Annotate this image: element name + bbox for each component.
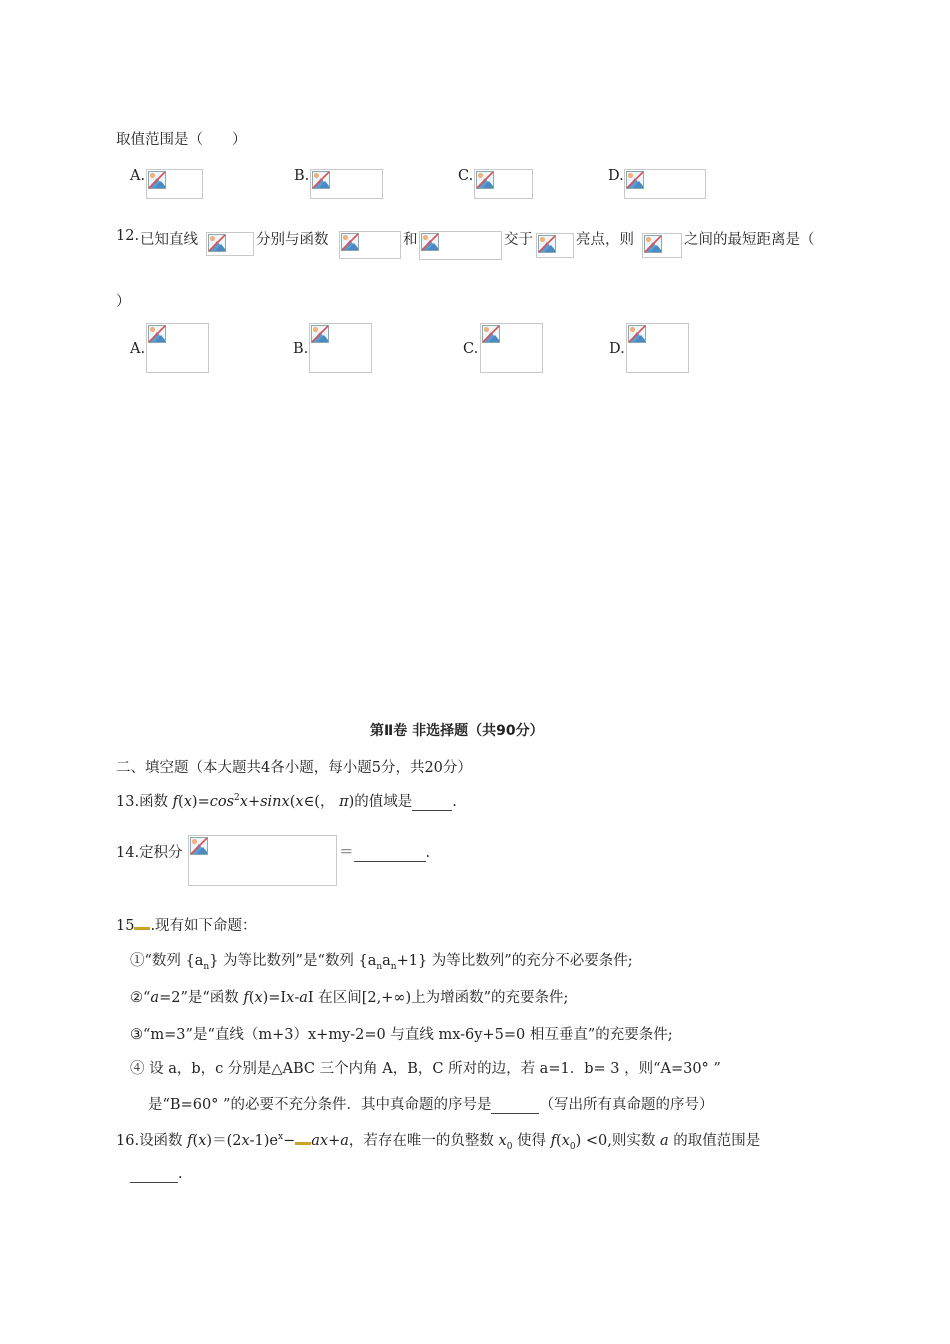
q13-x: x [183, 794, 192, 810]
q13-answer-blank[interactable] [412, 794, 452, 811]
broken-image-icon [208, 234, 226, 252]
q15-s2-x: x [254, 990, 263, 1006]
q16-c: )＝(2 [206, 1133, 242, 1149]
q13-sin: sinx [260, 794, 290, 810]
q13-eq: )= [191, 794, 210, 810]
broken-image-icon [148, 325, 166, 343]
q15-highlight-mark [134, 927, 150, 930]
q11-option-c-label: C. [458, 168, 474, 184]
q12-number: 12. [116, 228, 140, 244]
q11-option-b-image [310, 169, 383, 199]
q15-statement-2 [130, 986, 568, 1007]
q13-range-text: )的值域是 [348, 794, 413, 810]
q16-a: 设函数 [139, 1133, 188, 1149]
q16-a3: a [659, 1133, 669, 1149]
q12-text-3: 和 [403, 232, 418, 248]
q13-cos: cos [209, 794, 235, 810]
q15-s5-b: （写出所有真命题的序号） [539, 1097, 714, 1113]
q13-period: . [452, 794, 457, 810]
q13-number: 13. [116, 794, 140, 810]
q16-f: f [187, 1133, 193, 1149]
q16-d: -1)e [249, 1133, 279, 1149]
q12-text-2: 分别与函数 [256, 232, 329, 248]
q12-option-b-label: B. [293, 341, 309, 357]
broken-image-icon [644, 235, 662, 253]
q13-plus: + [247, 794, 261, 810]
q13-f: f [172, 794, 179, 810]
q13-in: ∈(， [303, 794, 335, 810]
q16-answer-blank[interactable] [130, 1166, 178, 1183]
section-title: 第Ⅱ卷 非选择题（共90分） [370, 723, 544, 739]
q16-answer [130, 1166, 183, 1183]
q15-s1-a: ①“数列 {a [130, 953, 204, 969]
q15-statement-3: ③“m=3”是“直线（m+3）x+my-2=0 与直线 mx-6y+5=0 相互垂直”的充要条件; [130, 1027, 673, 1043]
q12-option-b-image [309, 323, 372, 373]
q15-s2-x2: x [286, 990, 295, 1006]
q16-period: . [178, 1166, 183, 1182]
q12-option-c-label: C. [463, 341, 479, 357]
q15-statement-4: ④ 设 a，b，c 分别是△ABC 三个内角 A，B，C 所对的边，若 a=1．b= 3 ，则“A=30° ” [130, 1061, 721, 1077]
q15-s2-h: I 在区间[2,+∞)上为增函数”的充要条件; [307, 990, 569, 1006]
q11-option-b-label: B. [294, 168, 310, 184]
q15-s5-a: 是“B=60° ”的必要不充分条件．其中真命题的序号是 [148, 1097, 492, 1113]
q15-statement-5 [148, 1093, 713, 1114]
q15-s2-var: a [150, 990, 160, 1006]
q12-distance-image [642, 233, 682, 258]
q12-option-a-image [146, 323, 209, 373]
q14-equals: ＝ [339, 845, 354, 861]
q13-x3: x [295, 794, 304, 810]
broken-image-icon [311, 325, 329, 343]
q12-option-d-label: D. [609, 341, 625, 357]
q16-j: ( [556, 1133, 562, 1149]
q15-s2-e: )=I [262, 990, 287, 1006]
q15-statement-1 [130, 949, 633, 972]
broken-image-icon [341, 233, 359, 251]
broken-image-icon [628, 325, 646, 343]
q16-x0: x [498, 1133, 507, 1149]
q11-stem-tail: 取值范围是（ ） [116, 132, 247, 148]
q16-l: 的取值范围是 [668, 1133, 761, 1149]
q16-a2: a [340, 1133, 349, 1149]
q12-points-image [536, 233, 574, 258]
q14-integral-image [188, 835, 337, 886]
broken-image-icon [190, 837, 208, 855]
q12-text-1: 已知直线 [140, 232, 198, 248]
q15-s1-sub3: n [390, 961, 397, 972]
q14-answer-blank[interactable] [354, 845, 426, 862]
q13-x2: x [239, 794, 248, 810]
q11-option-c-image [474, 169, 533, 199]
q15-s2-d: ( [248, 990, 255, 1006]
q15-s2-minus: - [294, 990, 300, 1006]
broken-image-icon [421, 233, 439, 251]
q15-s2-a2: a [299, 990, 308, 1006]
q15-s2-f: f [243, 990, 249, 1006]
q16-i: 使得 [512, 1133, 551, 1149]
q12-option-d-image [626, 323, 689, 373]
q15-s2-a: ②“ [130, 990, 151, 1006]
q15-s1-c: a [382, 953, 391, 969]
q15-s1-sub2: n [376, 961, 383, 972]
q11-option-a-image [146, 169, 203, 199]
q16-x0b: x [561, 1133, 570, 1149]
q15-answer-blank[interactable] [491, 1097, 539, 1114]
q11-option-d-label: D. [608, 168, 624, 184]
q13-sup: 2 [234, 793, 240, 804]
q12-option-a-label: A. [130, 341, 146, 357]
q16-sup: x [278, 1132, 284, 1143]
q12-text-4: 交于 [504, 232, 533, 248]
q12-line-image [206, 232, 254, 256]
q15-intro: .现有如下命题： [150, 918, 257, 934]
q12-close-paren: ） [116, 294, 131, 310]
q13-paren2: ( [289, 794, 296, 810]
q14-answer [339, 841, 430, 862]
broken-image-icon [626, 171, 644, 189]
q16-x: x [198, 1133, 207, 1149]
q12-option-c-image [480, 323, 543, 373]
q14-number-text [116, 841, 183, 862]
q16-line [116, 1129, 760, 1152]
q15-s2-c: =2”是“函数 [159, 990, 244, 1006]
q11-option-d-image [624, 169, 706, 199]
broken-image-icon [476, 171, 494, 189]
q16-h: ，若存在唯一的负整数 [348, 1133, 499, 1149]
broken-image-icon [482, 325, 500, 343]
q16-ax: ax [311, 1133, 329, 1149]
q13-pi: π [339, 794, 349, 810]
q15-s1-d: +1} 为等比数列”的充分不必要条件; [396, 953, 633, 969]
q16-sub0b: 0 [569, 1141, 576, 1152]
q14-number: 14. [116, 845, 140, 861]
q13-line [116, 790, 457, 811]
broken-image-icon [148, 171, 166, 189]
q16-b: ( [192, 1133, 199, 1149]
q11-option-a-label: A. [130, 168, 146, 184]
q15-s1-sub: n [203, 961, 210, 972]
q16-number: 16. [116, 1133, 140, 1149]
q12-function-1-image [339, 231, 401, 259]
q16-x2: x [241, 1133, 250, 1149]
q12-text-6: 之间的最短距离是（ [684, 232, 815, 248]
q16-g: + [328, 1133, 341, 1149]
q13-text: 函数 [139, 794, 169, 810]
q16-e: − [283, 1133, 296, 1149]
q13-paren: ( [178, 794, 184, 810]
q15-number: 15 [116, 918, 135, 934]
q15-header [116, 914, 257, 935]
section-heading: 二、填空题（本大题共4各小题，每小题5分，共20分） [116, 760, 472, 776]
q16-k: ) <0,则实数 [575, 1133, 660, 1149]
q16-sub0: 0 [506, 1141, 513, 1152]
q14-period: . [425, 845, 431, 861]
q14-text: 定积分 [139, 845, 183, 861]
broken-image-icon [312, 171, 330, 189]
q16-f2: f [550, 1133, 557, 1149]
q15-s1-b: } 为等比数列”是“数列 {a [209, 953, 377, 969]
q12-function-2-image [419, 231, 502, 260]
q16-highlight-mark [295, 1142, 311, 1145]
q12-text-5: 亮点，则 [576, 232, 634, 248]
broken-image-icon [538, 235, 556, 253]
